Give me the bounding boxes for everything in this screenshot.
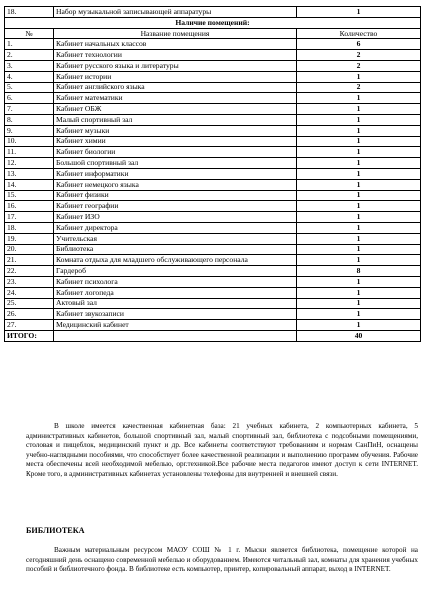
row-quantity: 1 [297, 125, 421, 136]
row-number: 11. [5, 147, 54, 158]
library-paragraph: Важным материальным ресурсом МАОУ СОШ № 1 г. Мыски является библиотека, помещение которой на сегодняшний день оснащено современной мебелью и оборудованием. Имеются читальный зал, комнаты для хранения учебных пособий и библиотечного фонда. В библиотеке есть компьютер, принтер, копировальный аппарат, выход в INTERNET. [26, 546, 418, 574]
row-number: 4. [5, 71, 54, 82]
total-quantity: 40 [297, 330, 421, 341]
table-row [5, 147, 421, 158]
row-name: Большой спортивный зал [54, 158, 297, 169]
row-quantity: 1 [297, 320, 421, 331]
row-name: Кабинет технологии [54, 50, 297, 61]
row-quantity: 1 [297, 147, 421, 158]
row-name: Кабинет директора [54, 222, 297, 233]
table-row [5, 39, 421, 50]
table-row [5, 212, 421, 223]
table-row [5, 104, 421, 115]
row-quantity: 1 [297, 168, 421, 179]
column-header-number: № [5, 28, 54, 39]
table-row [5, 266, 421, 277]
row-number: 18. [5, 7, 54, 18]
row-quantity: 2 [297, 60, 421, 71]
row-number: 25. [5, 298, 54, 309]
table-row [5, 158, 421, 169]
row-quantity: 2 [297, 50, 421, 61]
row-name: Кабинет ОБЖ [54, 104, 297, 115]
row-number: 18. [5, 222, 54, 233]
facilities-paragraph: В школе имеется качественная кабинетная база: 21 учебных кабинета, 2 компьютерных кабинета, 5 административных кабинетов, большой спортивный зал, малый спортивный зал, библиотека с подсобными помещениями, столовая и пищеблок, медицинский пункт и др. Все кабинеты соответствуют требованиям и нормам СанПиН, оснащены учебно-наглядными пособиями, что способствует более качественной реализации и выполнению программ обучения. Рабочие места обеспечены всей необходимой мебелью, орг.техникой.Все рабочие места педагогов имеют доступ к сети INTERNET. Кроме того, в административных кабинетах установлены телефоны для внутренней и внешней связи. [26, 422, 418, 478]
row-number: 6. [5, 93, 54, 104]
row-quantity: 6 [297, 39, 421, 50]
row-quantity: 2 [297, 82, 421, 93]
row-name: Учительская [54, 233, 297, 244]
row-quantity: 1 [297, 7, 421, 18]
section-header-row [5, 17, 421, 28]
table-row [5, 60, 421, 71]
row-quantity: 1 [297, 222, 421, 233]
row-name: Кабинет русского языка и литературы [54, 60, 297, 71]
row-name: Библиотека [54, 244, 297, 255]
table-row [5, 82, 421, 93]
total-empty-cell [54, 330, 297, 341]
row-quantity: 1 [297, 298, 421, 309]
row-name: Кабинет физики [54, 190, 297, 201]
row-number: 26. [5, 309, 54, 320]
row-number: 10. [5, 136, 54, 147]
column-header-row [5, 28, 421, 39]
row-quantity: 1 [297, 233, 421, 244]
row-number: 13. [5, 168, 54, 179]
row-name: Кабинет логопеда [54, 287, 297, 298]
table-row [5, 125, 421, 136]
row-quantity: 1 [297, 93, 421, 104]
row-name: Кабинет информатики [54, 168, 297, 179]
row-number: 3. [5, 60, 54, 71]
row-name: Кабинет географии [54, 201, 297, 212]
row-name: Медицинский кабинет [54, 320, 297, 331]
row-number: 7. [5, 104, 54, 115]
table-row [5, 309, 421, 320]
row-number: 1. [5, 39, 54, 50]
row-quantity: 1 [297, 71, 421, 82]
row-quantity: 1 [297, 190, 421, 201]
table-row [5, 320, 421, 331]
row-quantity: 1 [297, 287, 421, 298]
row-quantity: 1 [297, 179, 421, 190]
row-name: Кабинет химии [54, 136, 297, 147]
table-row [5, 287, 421, 298]
row-name: Кабинет истории [54, 71, 297, 82]
row-number: 12. [5, 158, 54, 169]
row-number: 20. [5, 244, 54, 255]
section-title: Наличие помещений: [5, 17, 421, 28]
row-name: Кабинет начальных классов [54, 39, 297, 50]
table-row [5, 233, 421, 244]
row-number: 23. [5, 276, 54, 287]
table-row [5, 136, 421, 147]
row-number: 2. [5, 50, 54, 61]
row-name: Гардероб [54, 266, 297, 277]
table-row [5, 168, 421, 179]
row-name: Кабинет музыки [54, 125, 297, 136]
row-number: 17. [5, 212, 54, 223]
table-row [5, 201, 421, 212]
row-quantity: 1 [297, 212, 421, 223]
row-number: 16. [5, 201, 54, 212]
row-number: 21. [5, 255, 54, 266]
row-number: 19. [5, 233, 54, 244]
table-row [5, 179, 421, 190]
row-quantity: 1 [297, 158, 421, 169]
row-number: 27. [5, 320, 54, 331]
row-number: 15. [5, 190, 54, 201]
row-quantity: 1 [297, 255, 421, 266]
table-row [5, 114, 421, 125]
row-number: 24. [5, 287, 54, 298]
row-number: 14. [5, 179, 54, 190]
table-row [5, 244, 421, 255]
table-row [5, 255, 421, 266]
row-name: Кабинет биологии [54, 147, 297, 158]
row-name: Актовый зал [54, 298, 297, 309]
table-row [5, 93, 421, 104]
row-number: 22. [5, 266, 54, 277]
table-row [5, 190, 421, 201]
total-label: ИТОГО: [5, 330, 54, 341]
table-row [5, 276, 421, 287]
total-row [5, 330, 421, 341]
row-quantity: 1 [297, 201, 421, 212]
row-quantity: 1 [297, 276, 421, 287]
row-name: Кабинет звукозаписи [54, 309, 297, 320]
row-quantity: 1 [297, 244, 421, 255]
table-row [5, 222, 421, 233]
row-quantity: 8 [297, 266, 421, 277]
row-quantity: 1 [297, 309, 421, 320]
row-name: Малый спортивный зал [54, 114, 297, 125]
row-number: 5. [5, 82, 54, 93]
row-name: Кабинет немецкого языка [54, 179, 297, 190]
row-number: 8. [5, 114, 54, 125]
row-number: 9. [5, 125, 54, 136]
column-header-quantity: Количество [297, 28, 421, 39]
row-name: Кабинет английского языка [54, 82, 297, 93]
row-name: Кабинет ИЗО [54, 212, 297, 223]
rooms-table [4, 6, 421, 342]
table-row [5, 50, 421, 61]
table-row [5, 71, 421, 82]
row-name: Набор музыкальной записывающей аппаратуры [54, 7, 297, 18]
table-row [5, 298, 421, 309]
row-name: Кабинет математики [54, 93, 297, 104]
table-row [5, 7, 421, 18]
row-quantity: 1 [297, 104, 421, 115]
row-name: Кабинет психолога [54, 276, 297, 287]
column-header-name: Название помещения [54, 28, 297, 39]
row-quantity: 1 [297, 136, 421, 147]
row-name: Комната отдыха для младшего обслуживающего персонала [54, 255, 297, 266]
library-heading: БИБЛИОТЕКА [26, 526, 85, 535]
row-quantity: 1 [297, 114, 421, 125]
